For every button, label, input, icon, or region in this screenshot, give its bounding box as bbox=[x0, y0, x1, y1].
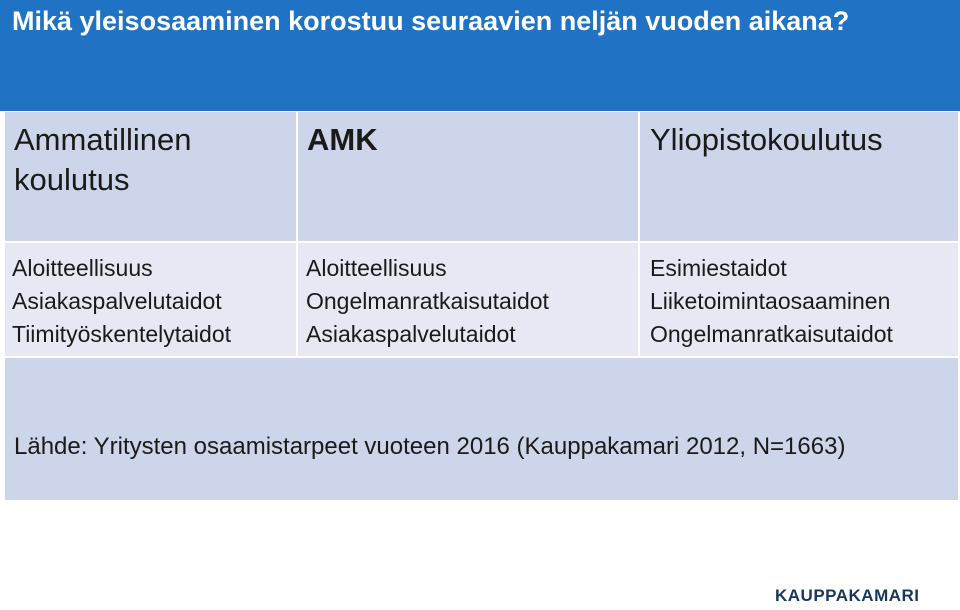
skills-list bbox=[306, 252, 549, 351]
skill-item: Ongelmanratkaisutaidot bbox=[650, 321, 893, 347]
heading-line: Yliopistokoulutus bbox=[650, 122, 883, 157]
skills-list bbox=[650, 252, 893, 351]
skill-item: Asiakaspalvelutaidot bbox=[306, 321, 516, 347]
skills-cell-yliopisto bbox=[640, 243, 958, 356]
skills-cell-amk bbox=[298, 243, 638, 356]
skills-cell-ammatillinen bbox=[5, 243, 296, 356]
kauppakamari-logo: KAUPPAKAMARI bbox=[775, 586, 920, 605]
header-cell-amk bbox=[298, 112, 638, 241]
skill-item: Liiketoimintaosaaminen bbox=[650, 288, 891, 314]
column-heading bbox=[650, 120, 883, 160]
skill-item: Tiimityöskentelytaidot bbox=[12, 321, 232, 347]
heading-line: AMK bbox=[307, 122, 378, 157]
skill-item: Aloitteellisuus bbox=[12, 255, 153, 281]
education-skills-table bbox=[5, 112, 958, 500]
column-heading bbox=[14, 120, 191, 200]
page-title: Mikä yleisosaaminen korostuu seuraavien neljän vuoden aikana? bbox=[12, 6, 850, 36]
heading-line: Ammatillinen bbox=[14, 122, 192, 157]
header-cell-yliopisto bbox=[640, 112, 958, 241]
skill-item: Aloitteellisuus bbox=[306, 255, 447, 281]
skills-list bbox=[12, 252, 231, 351]
column-heading bbox=[307, 120, 378, 160]
heading-line: koulutus bbox=[14, 162, 130, 197]
source-box bbox=[5, 358, 958, 500]
title-bar bbox=[0, 0, 960, 111]
skill-item: Asiakaspalvelutaidot bbox=[12, 288, 222, 314]
header-cell-ammatillinen bbox=[5, 112, 296, 241]
skill-item: Ongelmanratkaisutaidot bbox=[306, 288, 549, 314]
skill-item: Esimiestaidot bbox=[650, 255, 787, 281]
source-note: Lähde: Yritysten osaamistarpeet vuoteen 2016 (Kauppakamari 2012, N=1663) bbox=[14, 433, 846, 460]
